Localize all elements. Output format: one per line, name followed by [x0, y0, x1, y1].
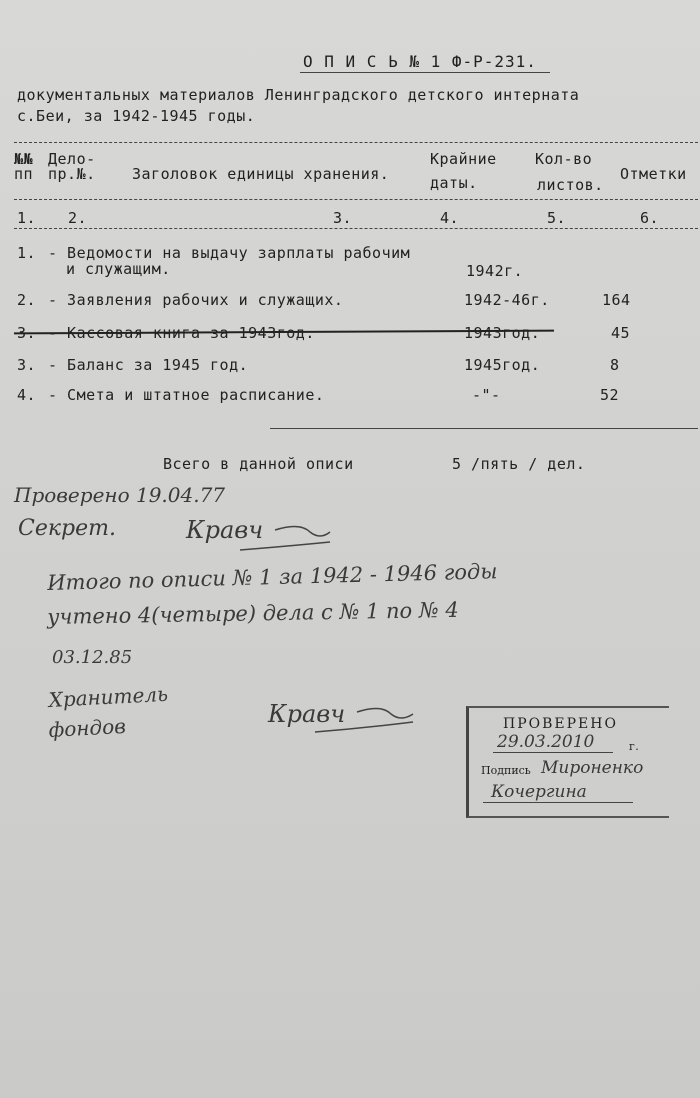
col-num-top: №№	[14, 150, 34, 168]
col-number-5: 5.	[547, 209, 567, 227]
stamp-sign-label: Подпись	[481, 764, 531, 777]
colnum-bottom-rule	[14, 228, 698, 229]
row-1-dates: 1942г.	[466, 262, 524, 280]
table-top-rule	[14, 142, 698, 143]
handwritten-total-line-2: учтено 4(четыре) дела с № 1 по № 4	[47, 597, 459, 629]
row-3-dates: 1943год.	[464, 324, 541, 342]
col-number-1: 1.	[17, 209, 37, 227]
handwritten-total-line-1: Итого по описи № 1 за 1942 - 1946 годы	[47, 559, 498, 595]
row-2-dates: 1942-46г.	[464, 291, 550, 309]
total-value: 5 /пять / дел.	[452, 455, 586, 473]
col-sheets-top: Кол-во	[535, 150, 593, 168]
table-end-rule	[270, 428, 698, 429]
row-1-title: - Ведомости на выдачу зарплаты рабочим	[48, 244, 411, 262]
handwritten-date: 03.12.85	[52, 647, 133, 668]
handwritten-signature-1: Кравч	[186, 516, 264, 544]
col-number-2: 2.	[68, 209, 88, 227]
row-2-num: 2.	[17, 291, 37, 309]
col-dates-top: Крайние	[430, 150, 497, 168]
stamp-signer-2: Кочергина	[491, 782, 587, 802]
header-line-1: документальных материалов Ленинградского детского интерната	[17, 86, 580, 104]
col-number-4: 4.	[440, 209, 460, 227]
verification-stamp	[466, 706, 669, 818]
row-3-num: 3.	[17, 324, 37, 342]
col-title: Заголовок единицы хранения.	[132, 165, 390, 183]
col-sheets-bottom: листов.	[537, 176, 604, 194]
col-num-bottom: пп	[14, 165, 34, 183]
handwritten-signature-2: Кравч	[268, 700, 346, 728]
col-number-3: 3.	[333, 209, 353, 227]
row-3-title: - Кассовая книга за 1943год.	[48, 324, 315, 342]
handwritten-keeper-line-1: Хранитель	[48, 681, 169, 712]
handwritten-secretary: Секрет.	[18, 516, 116, 541]
row-4-num: 3.	[17, 356, 37, 374]
col-case-top: Дело-	[48, 150, 96, 168]
signature-2-flourish	[265, 700, 425, 740]
col-notes: Отметки	[620, 165, 687, 183]
row-1-num: 1.	[17, 244, 37, 262]
row-4-title: - Баланс за 1945 год.	[48, 356, 249, 374]
stamp-date: 29.03.2010	[497, 732, 595, 752]
stamp-date-line	[493, 752, 613, 753]
row-2-sheets: 164	[602, 291, 631, 309]
row-5-sheets: 52	[600, 386, 620, 404]
header-line-2: с.Беи, за 1942-1945 годы.	[17, 107, 256, 125]
row-5-num: 4.	[17, 386, 37, 404]
total-label: Всего в данной описи	[163, 455, 354, 473]
col-number-6: 6.	[640, 209, 660, 227]
title-underline	[300, 72, 550, 73]
row-5-dates: -"-	[472, 386, 501, 404]
row-1-title-cont: и служащим.	[66, 260, 171, 278]
signature-1-flourish	[180, 516, 340, 556]
row-5-title: - Смета и штатное расписание.	[48, 386, 325, 404]
stamp-signer-1: Мироненко	[541, 758, 644, 778]
header-bottom-rule	[14, 199, 698, 200]
stamp-bottom-line	[483, 802, 633, 803]
handwritten-checked: Проверено 19.04.77	[14, 483, 226, 507]
handwritten-keeper-line-2: фондов	[48, 713, 127, 742]
row-4-dates: 1945год.	[464, 356, 541, 374]
col-dates-bottom: даты.	[430, 174, 478, 192]
row-3-sheets: 45	[611, 324, 631, 342]
col-case-bottom: пр.№.	[48, 165, 96, 183]
stamp-title: ПРОВЕРЕНО	[503, 716, 618, 732]
inventory-title: О П И С Ь № 1 Ф-Р-231.	[303, 52, 537, 71]
row-4-sheets: 8	[610, 356, 620, 374]
stamp-year-suffix: г.	[629, 740, 640, 753]
row-2-title: - Заявления рабочих и служащих.	[48, 291, 344, 309]
